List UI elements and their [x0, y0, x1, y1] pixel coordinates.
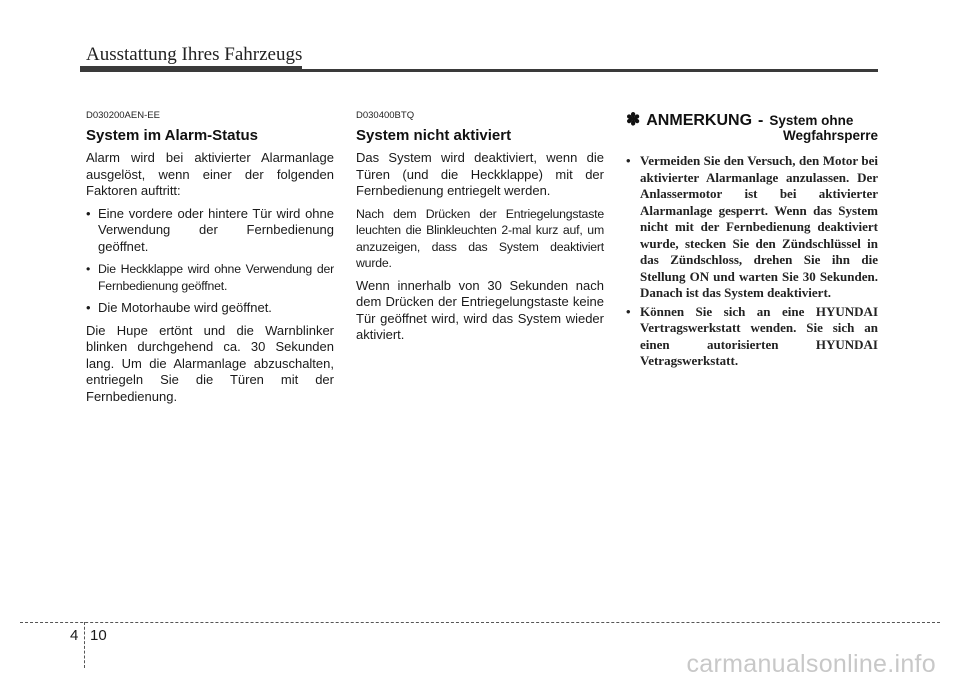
paragraph: Nach dem Drücken der Entriegelungstaste leuchten die Blinkleuchten 2-mal kurz auf, um anzuzeigen, dass das System deaktiviert wurde. — [356, 206, 604, 270]
note-bullet: • Können Sie sich an eine HYUNDAI Vertragswerkstatt wenden. Sie sich an einen autorisierten HYUNDAI Vetragswerkstatt. — [626, 304, 878, 370]
note-dash: - — [758, 112, 764, 129]
note-title: ANMERKUNG — [646, 112, 753, 129]
header-title: Ausstattung Ihres Fahrzeugs — [86, 44, 303, 65]
header-rule — [80, 69, 878, 72]
intro-paragraph: Alarm wird bei aktivierter Alarmanlage ausgelöst, wenn einer der folgenden Faktoren auftritt: — [86, 150, 334, 198]
chapter-number: 4 — [70, 627, 79, 644]
outro-paragraph: Die Hupe ertönt und die Warnblinker blinken durchgehend ca. 30 Sekunden lang. Um die Alarmanlage abzuschalten, entriegeln Sie die Türen mit der Fernbedienung. — [86, 322, 334, 404]
note-subtitle-line1: System ohne — [769, 113, 854, 128]
section-code: D030400BTQ — [356, 110, 415, 121]
section-heading: System nicht aktiviert — [356, 127, 512, 144]
paragraph: Das System wird deaktiviert, wenn die Türen (und die Heckklappe) mit der Fernbedienung entriegelt werden. — [356, 150, 604, 198]
note-bullet: • Vermeiden Sie den Versuch, den Motor bei aktivierter Alarmanlage anzulassen. Der Anlassermotor ist bei aktivierter Alarmanlage gesperrt. Wenn das System nicht mit der Fernbedienung deaktiviert wurde, stecken Sie den Zündschlüssel in das Zündschloss, drehen Sie ihn die Stellung ON und warten Sie 30 Sekunden. Danach ist das System deaktiviert. — [626, 153, 878, 302]
section-code: D030200AEN-EE — [86, 110, 160, 121]
note-subtitle-line2: Wegfahrsperre — [782, 128, 878, 143]
section-alarm-status — [86, 110, 334, 411]
page-number: 10 — [90, 627, 107, 644]
section-system-deactivated — [356, 110, 604, 350]
note-box — [626, 110, 878, 372]
bullet-item: • Eine vordere oder hintere Tür wird ohne Verwendung der Fernbedienung geöffnet. — [86, 206, 334, 256]
section-heading: System im Alarm-Status — [86, 127, 259, 144]
footer-rule — [20, 622, 940, 623]
footer-divider — [84, 622, 85, 668]
watermark: carmanualsonline.info — [686, 650, 936, 678]
paragraph: Wenn innerhalb von 30 Sekunden nach dem Drücken der Entriegelungstaste keine Tür geöffnet wird, wird das System wieder aktiviert. — [356, 277, 604, 342]
bullet-item: • Die Motorhaube wird geöffnet. — [86, 300, 334, 317]
bullet-item: • Die Heckklappe wird ohne Verwendung der Fernbedienung geöffnet. — [86, 261, 334, 294]
note-heading — [626, 110, 878, 143]
asterisk-icon: ✽ — [626, 110, 641, 129]
